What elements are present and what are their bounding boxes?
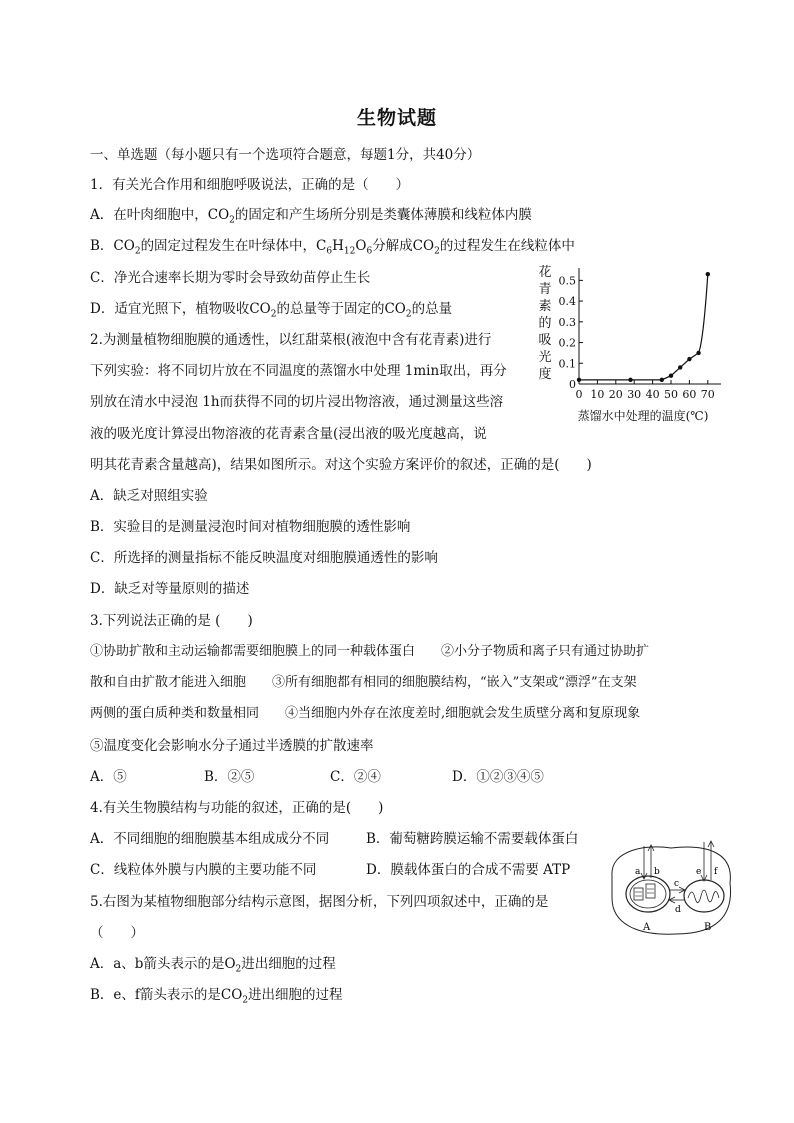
chart-x-tick-label: 30 <box>627 388 642 401</box>
q2-option-a: A．缺乏对照组实验 <box>90 488 208 504</box>
q1-option-c: C．净光合速率长期为零时会导致幼苗停止生长 <box>90 270 371 286</box>
chart-x-tick-label: 10 <box>590 388 605 401</box>
chart-ylabel-char: 花 <box>538 265 552 280</box>
chart-ylabel <box>538 265 551 382</box>
q3-line-3: 两侧的蛋白质种类和数量相同 ④当细胞内外存在浓度差时,细胞就会发生质壁分离和复原现象 <box>90 706 641 721</box>
q4-stem: 4.有关生物膜结构与功能的叙述，正确的是( ) <box>90 800 384 816</box>
chart-y-tick-label: 0.4 <box>558 295 576 309</box>
q3-option-a: A．⑤ <box>90 769 127 785</box>
chart-points <box>577 272 710 382</box>
chart-data-point <box>628 378 632 382</box>
grana-stack <box>634 888 643 900</box>
q4-option-b: B．葡萄糖跨膜运输不需要载体蛋白 <box>366 831 579 847</box>
label-organelle-b: B <box>704 922 712 933</box>
grana-stack <box>646 884 655 898</box>
label-organelle-a: A <box>643 922 651 933</box>
chart-data-point <box>706 272 710 276</box>
q1-option-a: A．在叶肉细胞中，$CO_2$的固定和产生场所分别是类囊体薄膜和线粒体内膜 <box>90 207 532 226</box>
q4-option-d: D．膜载体蛋白的合成不需要 ATP <box>366 862 571 878</box>
q3-line-2: 散和自由扩散才能进入细胞 ③所有细胞都有相同的细胞膜结构，“嵌入”支架或“漂浮”在支架 <box>90 675 637 690</box>
label-f: f <box>714 867 718 877</box>
q5-option-a: A．a、b箭头表示的是$O_2$进出细胞的过程 <box>90 956 336 975</box>
chart-y-tick-label: 0.2 <box>558 336 576 350</box>
q4-option-a: A．不同细胞的细胞膜基本组成成分不同 <box>90 831 330 847</box>
chart-xlabel: 蒸馏水中处理的温度(℃) <box>577 409 709 423</box>
chart-ylabel-char: 青 <box>538 282 552 297</box>
q1-option-b: B．$CO_2$的固定过程发生在叶绿体中，$C_6H_{12}O_6$分解成$CO_2$的过程发生在线粒体中 <box>90 238 575 257</box>
q3-stem: 3.下列说法正确的是 ( ) <box>90 613 253 629</box>
chart-data-point <box>678 365 682 369</box>
q1-option-d: D．适宜光照下，植物吸收$CO_2$的总量等于固定的$CO_2$的总量 <box>90 301 453 320</box>
absorbance-chart <box>535 262 735 432</box>
q2-option-b: B．实验目的是测量浸泡时间对植物细胞膜的透性影响 <box>90 519 411 535</box>
q2-line-1: 2.为测量植物细胞膜的通透性，以红甜菜根(液泡中含有花青素)进行 <box>90 332 492 348</box>
q2-line-2: 下列实验：将不同切片放在不同温度的蒸馏水中处理 1min取出，再分 <box>90 363 507 379</box>
q3-option-d: D．①②③④⑤ <box>452 769 544 785</box>
chart-ylabel-char: 度 <box>538 367 552 382</box>
chart-data-point <box>660 378 664 382</box>
chart-ylabel-char: 吸 <box>538 333 552 348</box>
q3-option-c: C．②④ <box>330 769 381 785</box>
q2-option-c: C．所选择的测量指标不能反映温度对细胞膜通透性的影响 <box>90 550 438 566</box>
chart-data-point <box>577 378 581 382</box>
chart-data-point <box>687 357 691 361</box>
chart-data-point <box>669 374 673 378</box>
label-a: a <box>635 867 641 877</box>
chloroplast-a <box>626 876 670 912</box>
label-b: b <box>654 867 660 877</box>
q2-line-4: 液的吸光度计算浸出物溶液的花青素含量(浸出液的吸光度越高，说 <box>90 426 487 442</box>
chart-series-line <box>579 274 708 380</box>
label-e: e <box>696 867 702 877</box>
q5-option-b: B．e、f箭头表示的是$CO_2$进出细胞的过程 <box>90 987 343 1006</box>
chart-data-point <box>696 351 700 355</box>
chart-y-tick-label: 0 <box>569 378 576 391</box>
q3-option-b: B．②⑤ <box>204 769 255 785</box>
chart-x-ticks <box>576 380 715 401</box>
chart-y-tick-label: 0.3 <box>558 315 576 329</box>
q5-stem: 5.右图为某植物细胞部分结构示意图，据图分析，下列四项叙述中，正确的是 <box>90 894 549 910</box>
chart-ylabel-char: 的 <box>538 316 552 331</box>
chart-x-tick-label: 70 <box>700 388 715 401</box>
cell-membrane <box>612 847 731 934</box>
q3-line-4: ⑤温度变化会影响水分子通过半透膜的扩散速率 <box>90 738 374 754</box>
cristae <box>688 890 719 903</box>
chart-y-tick-label: 0.5 <box>558 274 576 288</box>
q2-line-5: 明其花青素含量越高)，结果如图所示。对这个实验方案评价的叙述，正确的是( ) <box>90 457 592 473</box>
chart-ylabel-char: 素 <box>538 299 552 314</box>
chart-x-tick-label: 50 <box>664 388 678 401</box>
label-d: d <box>675 905 681 915</box>
q5-paren: （ ） <box>90 925 144 941</box>
page-title: 生物试题 <box>356 107 437 129</box>
chart-x-tick-label: 40 <box>645 388 660 401</box>
chart-x-tick-label: 60 <box>682 388 697 401</box>
q2-option-d: D．缺乏对等量原则的描述 <box>90 581 250 597</box>
chart-x-tick-label: 20 <box>608 388 623 401</box>
section-heading: 一、单选题（每小题只有一个选项符合题意，每题1分，共40分） <box>90 147 481 163</box>
mitochondrion-b <box>684 880 724 912</box>
q1-stem: 1．有关光合作用和细胞呼吸说法，正确的是（ ） <box>90 177 410 193</box>
q2-line-3: 别放在清水中浸泡 1h而获得不同的切片浸出物溶液，通过测量这些溶 <box>90 394 504 410</box>
chart-x-tick-label: 0 <box>575 388 583 401</box>
label-c: c <box>674 879 680 889</box>
cell-structure-diagram <box>606 838 736 948</box>
q4-option-c: C．线粒体外膜与内膜的主要功能不同 <box>90 862 317 878</box>
q3-line-1: ①协助扩散和主动运输都需要细胞膜上的同一种载体蛋白 ②小分子物质和离子只有通过协助扩 <box>90 644 650 659</box>
chart-y-tick-label: 0.1 <box>558 357 576 371</box>
chart-ylabel-char: 光 <box>538 350 552 365</box>
